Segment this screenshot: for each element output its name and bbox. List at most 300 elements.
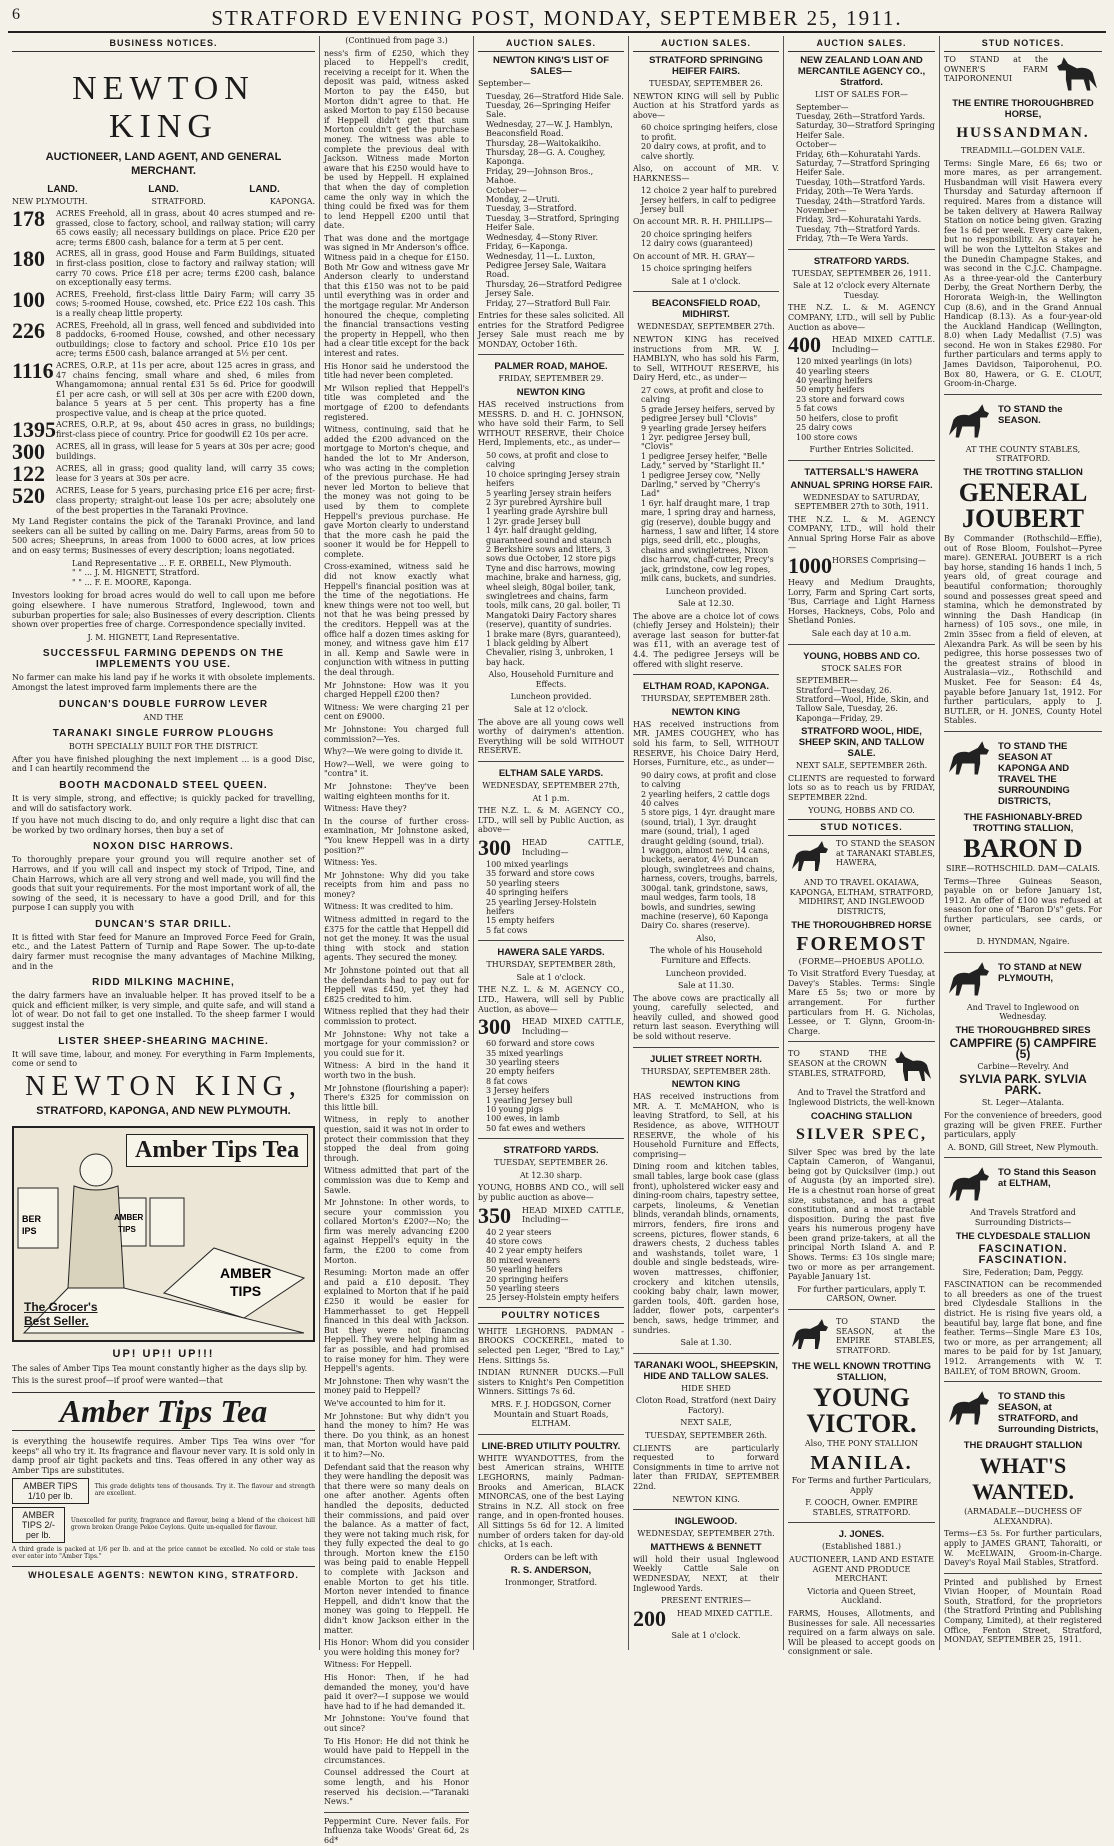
ad-text: To Visit Stratford Every Tuesday, at Davey's Stables. Terms: Single Mare £5 5s; two or more by arrangement. For further particulars from H. G. Nicholas, Lessee, or T. Glynn, Groom-in-Charge. [788,969,935,1036]
ridd-heading: RIDD MILKING MACHINE, [92,977,235,989]
horse-pedigree: Carbine—Revelry. And [977,1061,1069,1071]
list-item: 15 empty heifers [486,916,555,926]
ad-heading: INGLEWOOD. [674,1516,738,1528]
ad-also: Also, [696,933,716,943]
land-rep: Land Representative ... F. E. ORBELL, New Plymouth. [72,558,292,568]
horse-icon [944,739,994,779]
column-court-report [320,36,474,1845]
farming-text: No farmer can make his land pay if he works it with obsolete implements. Amongst the latest improved farm implements there are the [12,673,315,692]
yh-list [796,676,935,723]
horse-pedigree: St. Leger—Atalanta. [981,1098,1065,1108]
list-item: ness's firm of £250, which they placed to Heppell's credit, receiving a receipt for it. When the deposit was paid, witness asked Morton to pay the £450, but Morton didn't agree to that. He asked Morton to pay £150 because if Heppell didn't get that sum Morton couldn't get the purchase money. The witness was able to complete the previous deal with Jackson. Witness made Morton aware that his £250 would have to be used by Heppell. H explained that when the day of completion came the only way in which the thing could be fixed was for them to lend Heppell £200 until that date. [324,48,469,231]
ad-orders: Orders can be left with [504,1552,598,1562]
listing-text: ACRES, all in grass, will lease for 5 years at 30s per acre; good buildings. [56,442,315,462]
ad-sub: THE TROTTING STALLION [963,467,1083,479]
ad-signature: F. COOCH, Owner. EMPIRE STABLES, STRATFORD. [805,1498,918,1517]
stratford-yards-ad [478,1138,624,1303]
amber-text: This is the surest proof—if proof were wanted—that [12,1376,223,1386]
price-note: This grade delights tens of thousands. Try it. The flavour and strength are excellent. [94,1482,315,1497]
up-slogan: UP! UP!! UP!!! [112,1347,215,1360]
list-item: Wednesday, 4—Stony River. [486,232,598,242]
list-item: 25 yearling Jersey-Holstein heifers [486,897,597,916]
campfire-ad [944,952,1102,1153]
listing-text: ACRES, Lease for 5 years, purchasing price £16 per acre; first-class property; straight-out lease 10s per acre; absolutely one of the best properties in the Taranaki Province. [56,486,315,515]
list-item: Witness admitted in regard to the £375 for the cattle that Heppell did not get the money. It was the usual thing with stock and station agents. They secured the money. [324,915,469,963]
list-item: October— [796,140,837,150]
list-item: Wednesday, 11—L. Luxton, Pedigree Jersey Sale, Waitara Road. [486,251,607,280]
horse-icon [891,1049,935,1085]
list-item: 1 pedigree Jersey cow, "Nelly Darling," served by "Cherry's Lad" [641,470,761,499]
horse-icon [788,1317,832,1353]
list-item: Friday, 27—Stratford Bull Fair. [486,298,611,308]
beac-list [641,386,779,584]
head-count: 350 [478,1202,511,1228]
list-item: Witness, continuing, said that he added the £200 advanced on the mortgage to Morton's cheque, and handed the lot to Mr Anderson, who was acting in the completion of the previous purchase. He had never led Morton to believe that the money was not going to be used by them to complete Heppell's previous purchase. He gave Morton clearly to understand that the more cash he paid the sooner it would be for Heppell to complete. [324,425,469,559]
ad-lunch: Luncheon provided. [510,692,592,702]
sy-list [796,357,935,442]
list-item: 5 fat cows [486,925,528,935]
ad-sub: THE FASHIONABLY-BRED TROTTING STALLION, [963,811,1083,834]
list-item: 50 heifers, close to profit [796,413,899,423]
ad-sale-time: Sale at 11.30. [677,981,735,991]
ad-sale-time: Sale at 1 o'clock. [671,276,741,286]
silver-spec-ad [788,1041,935,1304]
head-lead: HORSES Comprising— [832,556,926,566]
list-item: 80 mixed weaners [486,1255,560,1265]
ad-sub: THE THOROUGHBRED SIRES [955,1024,1091,1036]
list-item: Stratford—Tuesday, 26. [796,685,892,695]
list-item: SEPTEMBER— [796,676,858,686]
ad-sub: THE ENTIRE THOROUGHBRED HORSE, [952,98,1094,120]
ad-heading: BEACONSFIELD ROAD, MIDHIRST. [651,298,761,321]
eltham-ad [478,761,624,935]
list-item: 3 Jersey heifers [486,1086,550,1096]
list-item: Mr Johnstone (flourishing a paper): There's £325 for commission on this little bill. [324,1083,469,1112]
horse-name: WHAT'S WANTED. [971,1453,1075,1505]
ad-text: NEWTON KING has received instructions from MR. W. J. HAMBLYN, who has sold his Farm, to Sell, WITHOUT RESERVE, his Dairy Herd, etc., as under— [633,335,779,383]
ad-sub: STOCK SALES FOR [821,663,902,673]
list-item: November— [796,206,847,216]
list-item: 1 6yr. half draught mare, 1 trap mare, 1 spring dray and harness, gig (reserve), double buggy and harness, 1 saw and lifter, 14 store pigs, seed drill, etc., ploughs, chains and swingletrees, Nixon disc harrow, chaff-cutter, Precy's jack, grindstone, cow leg ropes, milk cans, buckets, and sundries. [641,498,779,584]
column-stud-notices [940,36,1106,1650]
columns [8,36,1106,1845]
list-item: 50 empty heifers [796,385,865,395]
ad-date: THURSDAY, SEPTEMBER 28th, [486,960,616,970]
head-count: 1000 [788,553,832,579]
ad-heading: JULIET STREET NORTH. [650,1053,762,1065]
ad-text: For Terms and further Particulars, Apply [791,1476,932,1495]
listing-row [12,439,315,465]
list-item: 5 store pigs, 1 4yr. draught mare (sound, trial), 1 3yr. draught mare (sound, trial), 1 aged draught gelding (sound, trial). [641,808,775,846]
ad-heading: STRATFORD YARDS. [813,255,910,267]
land-register-text: My Land Register contains the pick of the Taranaki Province, and land seekers can all be suited by calling on me. Dairy Farms, areas from 50 to 500 acres; Sheepruns, in areas from 1000 to 6000 acres, at low prices and on easy terms; Businesses of every description; loans negotiated. [12,517,315,556]
ad-text: HAS received instructions from MESSRS. D. and H. C. JOHNSON, who have sold their Farm, to Sell WITHOUT RESERVE, their Choice Herd, Implements, etc., as under— [478,399,624,448]
list-item: 5 yearling Jersey strain heifers [486,488,612,498]
fascination-ad [944,1157,1102,1376]
listing-text: ACRES, O.R.P., at 9s, about 450 acres in grass, no buildings; first-class piece of country. Price for goodwill £2 10s per acre. [56,420,315,440]
list-item: Witness: Have they? [324,804,407,814]
list-item: 20 empty heifers [486,1067,555,1077]
lister-text: It will save time, labour, and money. For everything in Farm Implements, come or send to [12,1049,315,1069]
column-auction-sales-3 [784,36,940,1657]
list-item: 1 2yr. grade Jersey bull [486,516,581,526]
ad-date: THURSDAY, SEPTEMBER 28th. [641,1066,771,1076]
list-item: 12 dairy cows (guaranteed) [641,239,753,249]
ad-lunch: Luncheon provided. [665,968,747,978]
hawera-list [486,1039,624,1133]
list-item: Thursday, 28—G. A. Coughey, Kaponga. [486,148,606,167]
list-item: That was done and the mortgage was signed in Mr Anderson's office. Witness paid in a cheque for £150. Both Mr Gow and witness gave Mr Anderson clearly to understand that this £150 was not to be paid until everything was in order and the mortgage regular. Mr Anderson honoured the cheque, completing the financial transactions vesting the property in Heppell, who then had a clear title except for the back interest and rates. [324,233,469,358]
ad-time: Sale at 1 o'clock. [516,972,586,982]
list-item: Witness: A bird in the hand it worth two in the bush. [324,1061,469,1080]
place-headings [12,197,315,206]
eltham-list [486,860,624,935]
ad-heading: PALMER ROAD, MAHOE. [494,361,608,373]
listing-text: ACRES, Freehold, all in grass, well fenced and subdivided into 8 paddocks, 6-roomed House, cowshed, and other necessary outbuildings; close to factory and school. Price £10 10s per acre; terms £500 cash, balance arranged at 5½ per cent. [56,320,315,359]
listing-row [12,357,315,419]
listing-acres: 520 [12,483,45,509]
list-item: 12 choice 2 year half to purebred Jersey heifers, in calf to pedigree Jersey bull [641,186,777,214]
listing-row [12,483,315,515]
list-item: His Honor: Then, if he had demanded the money, you'd have paid it over?—I suppose we would have had to if he had demanded it. [324,1673,469,1711]
column-business-notices [8,36,320,1650]
head-count: 200 [633,1605,666,1631]
imprint: Printed and published by Ernest Vivian Hooper, of Mountain Road South, Stratford, for the proprietors (the Stratford Printing and Publishing Company, Limited), at their registered Office, Fenton Street, Stratford, MONDAY, SEPTEMBER 25, 1911. [944,1577,1102,1645]
ad-time: At 1 p.m. [532,793,570,803]
drill-text: It is fitted with Star feed for Manure an Improved Force Feed for Grain, etc., and the Latest Pattern of Turnip and Rape Sower. The up-to-date dairy farmer must recognise the many advantages of Machine Milking, and in the [12,932,315,971]
head-count: 400 [788,332,821,358]
list-item: Tuesday, 7th—Stratford Yards. [796,224,921,234]
taranaki-wool-ad [633,1353,779,1505]
juliet-street-ad [633,1047,779,1348]
list-item: 1 brake mare (8yrs, guaranteed), 1 black gelding by Albert Chevalier, rising 3, unbroken, 1 bay hack. [486,629,621,667]
list-item: Friday, 29—Johnson Bros., Mahoe. [486,166,594,186]
ridd-text: the dairy farmers have an invaluable helper. It has proved itself to be a quick and efficient milker, is very simple, and quite safe, and will stand a lot of wear. Do not fail to get one installed. To the sheep farmer I would suggest instal the [12,991,315,1030]
list-item: His Honor: Whom did you consider you were holding this money for? [324,1638,469,1657]
head-lead: HEAD CATTLE, Including— [522,837,624,857]
syards-list [486,1228,624,1303]
ad-lead: TO STAND the SEASON, at the EMPIRE STABLES, STRATFORD. [836,1317,935,1355]
listing-row [12,317,315,359]
listing-row [12,206,315,247]
palmer-list [486,451,624,667]
list-item: 50 yearling steers [486,878,560,888]
ad-next: NEXT SALE, [680,1418,732,1428]
place-heading: KAPONGA. [269,197,315,206]
ad-sale-time: Sale at 12 o'clock. [513,705,589,714]
masthead-title: STRATFORD EVENING POST, MONDAY, SEPTEMBER 25, 1911. [211,6,903,30]
horse-icon [944,1165,994,1205]
list-item: 5 fat cows [796,404,838,414]
ad-firm: NEWTON KING [516,386,586,398]
ad-lunch: Luncheon provided. [665,586,747,596]
column-header: BUSINESS NOTICES. [12,36,315,52]
list-item: 10 young pigs [486,1105,543,1114]
horse-name: SYLVIA PARK. SYLVIA PARK. [959,1072,1087,1098]
grocer-line: The Grocer's [24,1299,98,1314]
nk-note: Entries for these sales solicited. All entries for the Stratford Pedigree Jersey Sale must reach me by MONDAY, October 16th. [478,310,624,349]
list-item: Mr Johnstone: But why didn't you hand the money to him? He was there. Do you think, as an honest man, that Morton would have paid it to him?—No. [324,1411,469,1459]
ad-lead: TO STAND THE SEASON at the CROWN STABLES, STRATFORD, [788,1049,887,1078]
ad-text: WHITE WYANDOTTES, from the best American strains, WHITE LEGHORNS, mainly Padman-Brooks and American, BLACK MINORCAS, one of the best Laying Strains in N.Z. All stock on free range, and in open-fronted houses. All Sittings 5s 6d for 12. A limited number of orders taken for day-old chicks, at 1s each. [478,1453,624,1550]
ad-lead: TO STAND this SEASON, at STRATFORD, and Surrounding Districts, [998,1391,1099,1436]
horse-name: GENERAL JOUBERT [958,478,1088,534]
booth-text: It is very simple, strong, and effective; is quickly packed for travelling, and will do satisfactory work. [12,793,315,813]
list-item: 50 fat ewes and wethers [486,1123,586,1133]
ad-signature: A. BOND, Gill Street, New Plymouth. [947,1142,1099,1152]
list-item: 40 2 year empty heifers [486,1246,583,1256]
land-rep: " " ... J. M. HIGNETT, Stratford. [72,568,200,578]
horse-pedigree: TREADMILL—GOLDEN VALE. [960,146,1086,155]
list-item: 60 choice springing heifers, close to profit. [641,123,778,142]
list-item: Tyne and disc harrows, mowing machine, brake and harness, gig, wheel sleigh, 80gal boiler, tank, swingletrees and chains, farm tools, milk cans, 20 gal. boiler, Ti Mangatoki Dairy Factory shares (reserve), quantity of sundries. [486,563,622,630]
ad-text: Terms—Three Guineas Season, payable on or before January 1st, 1912. An offer of £100 was refused at season for one of "Baron D's" gets. For further particulars, see cards, or owner, [944,876,1102,934]
listing-text: ACRES, Freehold, first-class little Dairy Farm; will carry 35 cows; 5-roomed House, cowshed, etc. Price £22 10s cash. This is a really cheap little property. [56,289,315,318]
nk-sales-list [486,92,624,308]
horse-pedigree: (FORME—PHOEBUS APOLLO. [798,956,925,966]
list-item: 10 choice springing Jersey strain heifers [486,469,621,489]
ad-sub: HIDE SHED [681,1383,731,1393]
list-item: 8 fat cows [486,1076,528,1086]
spr-list [641,123,779,161]
wholesale-agents: WHOLESALE AGENTS: NEWTON KING, STRATFORD. [12,1566,315,1580]
inglewood-ad [633,1509,779,1640]
list-item: 30 yearling steers [486,1057,560,1067]
poultry-ad: INDIAN RUNNER DUCKS.—Full sisters to Knight's Pen Competition Winners. Sittings 7s 6d. [478,1368,624,1397]
ad-signature: For further particulars, apply T. CARSON, Owner. [797,1284,926,1304]
listing-row [12,286,315,319]
plough1-heading: DUNCAN'S DOUBLE FURROW LEVER [58,698,269,710]
nk-month: September— [478,79,531,88]
list-item: Mr Johnstone: You charged full commission?—Yes. [324,724,469,744]
list-item: 20 dairy cows, at profit, and to calve shortly. [641,142,766,161]
ad-firm: THE N.Z. L. & M. AGENCY COMPANY, LTD., will hold their Annual Spring Horse Fair as above— [788,514,935,553]
whats-wanted-ad [944,1381,1102,1568]
land-listings [12,206,315,515]
listing-text: ACRES Freehold, all in grass, about 40 acres stumped and re-grassed, close to factory, school, and railway station; will carry 65 cows easily; all necessary buildings on place. Price £20 per acre; terms £800 cash, balance for a term at 5 per cent. [56,209,315,247]
ad-sub: THE CLYDESDALE STALLION [955,1230,1091,1242]
listing-text: ACRES, all in grass, good House and Farm Buildings, situated in first-class position, close to factory and railway station; will carry 70 cows. Price £18 per acre; terms £200 cash, balance on exceptionally easy terms. [56,249,315,288]
ad-lead: TO STAND at the OWNER'S FARM TAIPORONENUI [944,55,1048,84]
grocer-caption [24,1300,98,1328]
list-item: 120 mixed yearlings (in lots) [796,357,912,367]
plough-text: After you have finished ploughing the next implement ... is a good Disc, and I can heartily recommend the [12,754,315,774]
listing-acres: 300 [12,439,45,465]
horse-icon [944,1389,994,1429]
list-item: Tuesday, 3—Stratford, Springing Heifer Sale. [486,213,620,233]
list-item: Witness: For Heppell. [324,1660,412,1670]
list-item: Saturday, 7—Stratford Springing Heifer Sale. [796,159,930,178]
land-heading: LAND. [249,184,280,195]
foremost-ad [788,839,935,1036]
list-item: Mr Johnstone pointed out that all the defendants had to pay out for Heppell was £450, yet they had £825 credited to him. [324,966,469,1004]
ad-text: CLIENTS are particularly requested to forward Consignments in time to arrive not later than FRIDAY, SEPTEMBER 22nd. [633,1443,779,1492]
head-count: 300 [478,1014,511,1040]
ad-heading: YOUNG, HOBBS AND CO. [803,650,920,662]
list-item: 2 yearling heifers, 2 cattle dogs [641,789,770,799]
ad-text: Silver Spec was bred by the late Captain Cameron, of Wanganui, being got by Quicksilver (imp.) out of Augusta (by an imported sire). He is a chestnut roan horse of great size, substance, and has a great constitution, and a most tractable disposition. During the past five years his numerous progeny have been grand prize-takers, at all the principal North Island A. and P. Shows. Terms: £3 10s single mare; two or more as per arrangement. Payable January 1st. [788,1147,935,1282]
ad-next: NEXT SALE, SEPTEMBER 26th. [795,761,928,771]
ad-text: By Commander (Rothschild—Effie), out of Rose Bloom, Foulshot—Pyree mare). GENERAL JOUBERT is a rich bay horse, standing 16 hands 1 inch, 5 years old, of great courage and beautiful conformation; thoroughly sound and possesses great speed and stamina, which he demonstrated by winning the Dash Handicap (in harness) of 105 sovs., one mile, in 2min 35sec from a field of eleven, at Alexandra Park. As will be seen by his pedigree, this horse possesses two of the greatest strains of blood in Australasia—viz., Rothschild and Musket. Fee for Season: £4 4s, payable before January 1st, 1912. For further particulars, apply to J. BUTLER, or H. JONES, County Hotel Stables. [944,534,1102,726]
ad-text: will hold their usual Inglewood Weekly Cattle Sale on WEDNESDAY, NEXT, at their Inglewood Yards. [633,1554,779,1593]
list-item: 23 store and forward cows [796,394,905,404]
grocer-line: Best Seller. [24,1313,89,1328]
ad-text: Terms: Single Mare, £6 6s; two or more mares, as per arrangement. Husbandman will visit Hawera every Thursday and Saturday afternoon if required. Mares from a distance will be taken delivery at Hawera Railway Station on notice being given. Grazing fee 1s 6d per week. Every care taken, but no responsibility. As a stayer he will be won the Lyttelton Stakes and the Dunedin Champagne Stakes, and was second in the C.J.C. Champagne. As a three-year-old the Canterbury Derby, the Great Northern Derby, the Hororata Weigh-in, the Wellington Cup (8.6), and in the Grand Annual Handicap (8.13). As a four-year-old the Auckland Handicap (Wellington, 8.0) when Lady Medallist (7.5) was second. He won in Stakes £2980. For further particulars and terms apply to James Davidson, Taiporohenui, P.O. Box 80, Hawera, or G. E. CLOUT, Groom-in-Charge. [944,158,1102,389]
price-row [12,1478,315,1504]
harrow-text: To thoroughly prepare your ground you will require another set of Harrows, and if you will call and inspect my stock of Tripod, Tine, and Chain Harrows, which are all very strong and well made, you will find the goods that suit your requirements. For the most important work of all, the sowing of the seed, it is necessary to have a good Drill, and for this purpose I can supply you with [12,855,315,913]
land-headings [12,184,315,195]
ad-text: Heavy and Medium Draughts, Lorry, Farm and Spring Cart sorts, 'Bus, Carriage and Light Harness Horses, Hackneys, Cobs, Polo and Shetland Ponies. [788,578,935,626]
eltham-road-ad [633,674,779,1041]
list-item: Witness admitted that part of the commission was due to Kemp and Sawle. [324,1166,469,1195]
ad-lead: TO STAND at NEW PLYMOUTH, [998,961,1082,984]
ad-sale-time: Sale at 1.30. [680,1338,732,1348]
ad-where: AT THE COUNTY STABLES, STRATFORD. [965,444,1081,464]
list-item: 1 4yr. half draught gelding, guaranteed sound and staunch [486,526,612,545]
listing-acres: 178 [12,206,45,231]
head-lead: HEAD MIXED CATTLE, Including— [522,1205,624,1225]
plough2-heading: TARANAKI SINGLE FURROW PLOUGHS [52,728,275,740]
ad-sub: THE WELL KNOWN TROTTING STALLION, [791,1361,932,1384]
column-header: AUCTION SALES. [478,36,624,52]
list-item: 90 dairy cows, at profit and close to calving [641,770,777,790]
masthead-rule [8,31,1106,33]
spr-list [641,186,779,214]
list-item: Witness: Yes. [324,858,378,868]
list-item: Tuesday, 24th—Stratford Yards. [796,196,926,206]
list-item: 40 yearling heifers [796,376,873,386]
land-heading: LAND. [47,184,78,195]
ad-also: Also, THE PONY STALLION [804,1439,919,1449]
list-item: Tuesday, 26th—Stratford Yards. [796,112,926,121]
ad-date: TUESDAY, SEPTEMBER 26. [494,1158,608,1168]
ad-heading: HAWERA SALE YARDS. [497,947,605,959]
horse-pedigree: SIRE—ROTHSCHILD. DAM—CALAIS. [946,863,1100,873]
land-heading: LAND. [148,184,179,195]
horse-icon [944,960,994,1000]
list-item: Mr Johnstone: In other words, to secure your commission you collared Morton's £200?—No; the firm was merely advancing £200 against Heppell's equity in the farm, the £200 to come from Morton. [324,1198,469,1265]
list-item: Mr Johnstone: Why not take a mortgage for your commission? or you could sue for it. [324,1029,469,1058]
spr-list [641,230,779,249]
horse-name: FOREMOST [796,932,927,955]
column-header: AUCTION SALES. [633,36,779,52]
ad-signature: NEWTON KING. [672,1494,740,1504]
ad-heading: TARANAKI WOOL, SHEEPSKIN, HIDE AND TALLOW SALES. [634,1359,778,1382]
list-item: 15 choice springing heifers [641,264,752,274]
ad-date: TUESDAY, SEPTEMBER 26, 1911. [791,268,932,278]
list-item: Thursday, 26—Stratford Pedigree Jersey Sale. [486,279,622,299]
elthrd-list [641,771,779,931]
ad-signature: YOUNG, HOBBS AND CO. [808,805,915,815]
list-item: Thursday, 28—Waitokaikiho. [486,138,602,148]
list-item: 40 calves [641,799,679,809]
list-item: 40 store cows [486,1237,543,1246]
place-heading: STRATFORD. [151,197,206,206]
ad-date: WEDNESDAY, SEPTEMBER 27th. [637,322,775,332]
ad-sub: AUCTIONEER, LAND AND ESTATE AGENT AND PRODUCE MERCHANT. [789,1554,934,1584]
ad-date: TUESDAY, SEPTEMBER 26th. [644,1431,768,1441]
amber-banner: Amber Tips Tea [126,1134,308,1167]
ad-time: At 12.30 sharp. [519,1170,583,1180]
lister-heading: LISTER SHEEP-SHEARING MACHINE. [58,1035,269,1047]
ad-firm: MATTHEWS & BENNETT [650,1541,762,1553]
list-item: To His Honor: He did not think he would have paid to Heppell in the circumstances. [324,1736,469,1765]
list-item: 60 forward and store cows [486,1039,595,1049]
ad-sub: COACHING STALLION [810,1110,913,1122]
list-item: 5 grade Jersey heifers, served by pedigree Jersey bull "Clovis" [641,404,775,424]
list-item: 100 ewes, in lamb [486,1114,560,1124]
ad-sub: LIST OF SALES FOR— [814,90,909,99]
list-item: Stratford—Wool, Hide, Skin, and Tallow Sale, Tuesday, 26. [796,695,929,714]
head-lead: HEAD MIXED CATTLE. Including— [832,335,935,354]
ad-note: The above cows are practically all young, carefully selected, and heavily culled, and showed good return last season. Everything will be sold without reserve. [633,993,779,1042]
ad-sub: THE THOROUGHBRED HORSE [791,919,932,931]
ad-note: The above are all young cows well worthy of dairymen's attention. Everything will be sold WITHOUT RESERVE. [478,717,624,756]
amber-text: The sales of Amber Tips Tea mount constantly higher as the days slip by. [12,1363,308,1373]
ad-established: (Established 1881.) [822,1542,901,1552]
list-item: 50 yearling steers [486,1284,560,1294]
ad-text: Terms—£3 5s. For further particulars, apply to JAMES GRANT, Tahoraiti, or W. McELWAIN, Groom-in-Charge. Davey's Royal Mail Stables, Stratford. [944,1529,1102,1568]
list-item: Resuming: Morton made an offer and paid a £10 deposit. They explained to Morton that if he paid £250 it would be easier for Hammerhasset to get Heppell financed in this deal with Jackson. But they were not financing Heppell. They were helping him as far as possible, and had promised to raise money for him. They were Heppell's agents. [324,1268,469,1374]
list-item: 20 springing heifers [486,1274,569,1284]
masthead [0,6,1114,30]
list-item: 50 yearling heifers [486,1265,563,1275]
list-item: 100 store cows [796,432,858,442]
ad-firm: YOUNG, HOBBS AND CO., will sell by public auction as above— [478,1183,624,1202]
list-item: 100 mixed yearlings [486,859,569,869]
ad-sub: ANNUAL SPRING HORSE FAIR. [790,479,933,491]
list-item: 1 yearling grade Ayrshire bull [486,507,608,517]
list-item: Why?—We were going to divide it. [324,747,464,757]
list-item: Cross-examined, witness said he did not know exactly what Heppell's financial position was at the time of the negotiations. He knew things were not too well, but not that he was being pressed by the creditors. Heppell was at the office half a dozen times asking for money, and witness gave him £17 in all. Kemp and Sawle were in conjunction with witness in putting the deal through. [324,562,469,677]
general-joubert-ad [944,394,1102,726]
listing-text: ACRES, O.R.P., at 11s per acre, about 125 acres in grass, and 47 chains fencing, small whare and shed, 6 miles from Whangamomona; annual rental £31 5s 6d. Price for goodwill £1 per acre cash, or will sell at 30s per acre with £200 down, balance 5 years at 5 per cent. This property has a fine prospective value, and is cheap at the price quoted. [56,360,315,418]
ad-sub: THE DRAUGHT STALLION [963,1440,1083,1452]
list-item: Monday, 2—Uruti. [486,195,560,205]
poultry-header: POULTRY NOTICES [478,1307,624,1324]
list-item: Witness: It was credited to him. [324,902,454,912]
list-item: 2 Berkshire sows and litters, 3 sows due October, 12 store pigs [486,544,616,564]
pack-label: AMBER [220,1264,272,1281]
peppermint-ad: Peppermint Cure. Never fails. For Influenza take Woods' Great 6d, 2s 6d* [324,1816,469,1845]
firm-description: AUCTIONEER, LAND AGENT, AND GENERAL MERCHANT. [45,151,282,177]
place-heading: NEW PLYMOUTH. [12,197,88,206]
ad-firm: THE N.Z. L. & M. AGENCY CO., LTD., will sell by Public Auction, as above— [478,806,624,835]
ad-note: The above are a choice lot of cows (chiefly Jersey and Holstein); their average last season for butter-fat was £11, with an average test of 4.4. The pedigree Jerseys will be offered with slight reserve. [633,611,779,669]
horse-name: YOUNG VICTOR. [806,1383,917,1439]
listing-row [12,461,315,487]
list-item: Witness replied that they had their commission to protect. [324,1007,469,1026]
list-item: Mr Johnstone: You've found that out since? [324,1714,469,1733]
ad-also: The whole of his Household Furniture and Effects. [649,946,763,965]
list-item: Kaponga—Friday, 29. [796,713,883,723]
pack-label: BER [22,1213,42,1224]
ad-note: Further Entries Solicited. [809,444,914,454]
palmer-ad [478,354,624,756]
list-item: How?—Well, we were going to "contra" it. [324,759,469,779]
nk-sales-heading: NEWTON KING'S LIST OF SALES— [492,55,610,77]
list-item: Mr Johnstone: Why did you take receipts from him and pass no money? [324,870,469,899]
ad-signature: D. HYNDMAN, Ngaire. [976,937,1070,947]
ad-text: HAS received instructions from MR. JAMES COUGHEY, who has sold his farm, to Sell, WITHOUT RESERVE, his Choice Dairy Herd, Horses, Furniture, etc., as under— [633,719,779,768]
list-item: Witness, in reply to another question, said it was not in order to protect their commission that they stopped the deal from going through. [324,1115,469,1163]
price-note: Unexcelled for purity, fragrance and flavour, being a blend of the choicest hill grown broken Orange Pekoe Ceylons. Quite un-equalled for flavour. [70,1516,315,1531]
ad-text: CLIENTS are requested to forward lots so as to reach us by FRIDAY, SEPTEMBER 22nd. [788,773,935,803]
list-item: 1 pedigree Jersey heifer, "Belle Lady," served by "Starlight II." [641,451,768,471]
baron-d-ad [944,731,1102,947]
list-item: 9 yearling grade Jersey heifers [641,423,767,433]
beaconsfield-ad [633,291,779,669]
